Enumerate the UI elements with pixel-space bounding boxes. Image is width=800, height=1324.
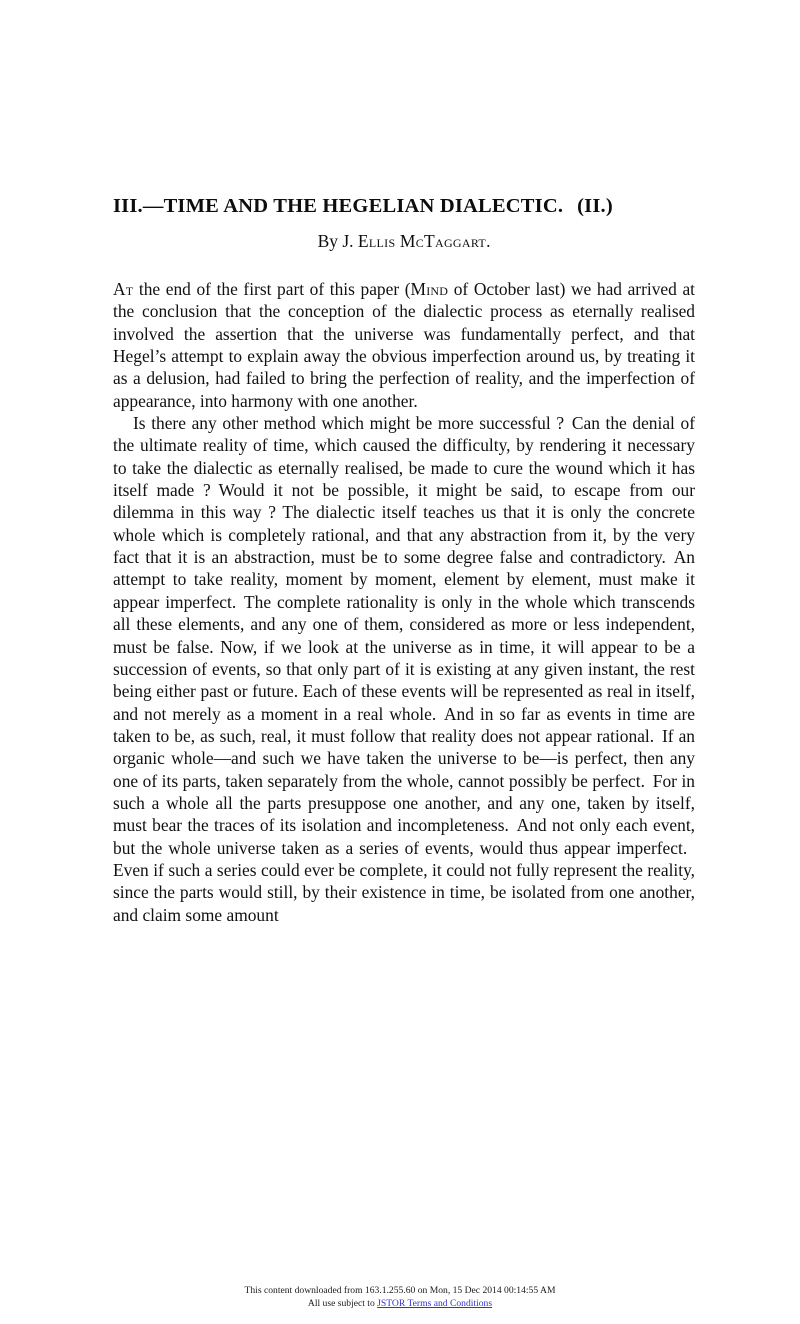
jstor-scan-footer <box>0 1285 800 1310</box>
article-number: III. <box>113 194 143 217</box>
paragraph-opening-smallcaps: At <box>113 279 134 299</box>
terms-line <box>0 1298 800 1311</box>
page-title <box>113 195 693 218</box>
article-title-text: TIME AND THE HEGELIAN DIALECTIC. <box>163 194 564 217</box>
author-last-name: McTaggart <box>399 231 487 251</box>
byline <box>113 231 695 252</box>
download-info-line: This content downloaded from 163.1.255.60 on Mon, 15 Dec 2014 00:14:55 AM <box>244 1285 556 1296</box>
paragraph: Is there any other method which might be more successful ? Can the denial of the ultimate reality of time, which caused the difficulty, by rendering it necessary to take the dialectic as eternally realised, be made to cure the wound which it has itself made ? Would it not be possible, it might be said, to escape from our dilemma in this way ? The dialectic itself teaches us that it is only the concrete whole which is completely rational, and that any abstraction from it, by the very fact that it is an abstraction, must be to some degree false and contradictory. An attempt to take reality, moment by moment, element by element, must make it appear imperfect. The complete rationality is only in the whole which transcends all these elements, and any one of them, considered as more or less independent, must be false. Now, if we look at the universe as in time, it will appear to be a succession of events, so that only part of it is existing at any given instant, the rest being either past or future. Each of these events will be represented as real in itself, and not merely as a moment in a real whole. And in so far as events in time are taken to be, as such, real, it must follow that reality does not appear rational. If an organic whole—and such we have taken the universe to be—is perfect, then any one of its parts, taken separately from the whole, cannot possibly be perfect. For in such a whole all the parts presuppose one another, and any one, taken by itself, must bear the traces of its isolation and incompleteness. And not only each event, but the whole universe taken as a series of events, would thus appear imperfect.Even if such a series could ever be complete, it could not fully represent the reality, since the parts would still, by their existence in time, be isolated from one another, and claim some amount <box>113 413 696 925</box>
smallcaps-text: Mind <box>410 279 449 299</box>
byline-prefix: By J. <box>317 231 358 251</box>
jstor-terms-link[interactable]: JSTOR Terms and Conditions <box>377 1297 493 1309</box>
article-body <box>113 278 695 926</box>
byline-suffix: . <box>486 231 491 251</box>
paragraph: At the end of the first part of this paper (Mind of October last) we had arrived at the conclusion that the conception of the dialectic process as eternally realised involved the assertion that the universe was fundamentally perfect, and that Hegel’s attempt to explain away the obvious imperfection around us, by treating it as a delusion, had failed to bring the perfection of reality, and the imperfection of appearance, into harmony with one another. <box>113 279 695 411</box>
article-part-number: (II.) <box>577 194 613 217</box>
title-dash: — <box>142 194 164 217</box>
author-first-name: Ellis <box>357 231 396 251</box>
terms-prefix: All use subject to <box>307 1297 378 1309</box>
